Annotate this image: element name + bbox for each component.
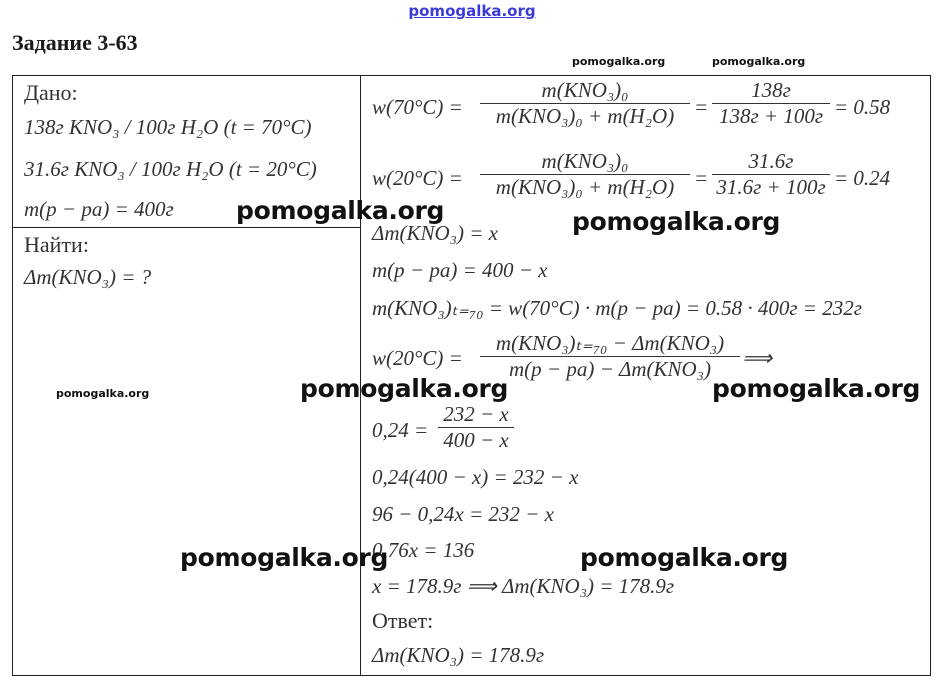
eq2-equals: = (694, 166, 709, 190)
eq1-lhs: w(70°C) = (372, 95, 463, 119)
eq1-fraction-2 (712, 78, 830, 129)
eq6-lhs: w(20°C) = (372, 346, 463, 370)
solution-line-5: m(KNO₃)ₜ₌₇₀ = w(70°C) · m(p − pa) = 0.58 · 400г = 232г (372, 296, 862, 320)
eq7-denominator: 400 − x (438, 427, 514, 453)
eq6-arrow: ⟹ (742, 346, 773, 370)
answer-value: Δm(KNO₃) = 178.9г (372, 643, 545, 667)
site-link[interactable]: pomogalka.org (408, 2, 536, 20)
solution-line-10: 0,76x = 136 (372, 538, 475, 562)
eq1-fraction (480, 78, 690, 129)
watermark-big-6: pomogalka.org (580, 543, 789, 572)
watermark-small-3: pomogalka.org (56, 387, 150, 400)
eq2-numerator-2: 31.6г (748, 149, 794, 173)
task-title: Задание 3-63 (12, 30, 138, 55)
given-line-3: m(p − pa) = 400г (24, 197, 174, 221)
watermark-big-4: pomogalka.org (712, 374, 921, 403)
eq1-denominator: m(KNO₃)₀ + m(H₂O) (480, 103, 690, 129)
eq1-equals: = (694, 95, 709, 119)
given-find-divider (12, 227, 361, 228)
find-line-1: Δm(KNO₃) = ? (24, 265, 152, 289)
eq6-numerator: m(KNO₃)ₜ₌₇₀ − Δm(KNO₃) (495, 331, 725, 355)
eq6-denominator: m(p − pa) − Δm(KNO₃) (480, 356, 740, 382)
solution-line-4: m(p − pa) = 400 − x (372, 258, 548, 282)
solution-line-8: 0,24(400 − x) = 232 − x (372, 465, 579, 489)
eq7-lhs: 0,24 = (372, 418, 429, 442)
watermark-big-1: pomogalka.org (236, 196, 445, 225)
eq2-lhs: w(20°C) = (372, 166, 463, 190)
watermark-big-3: pomogalka.org (300, 374, 509, 403)
eq7-numerator: 232 − x (443, 402, 509, 426)
watermark-small-2: pomogalka.org (712, 55, 806, 68)
given-line-1: 138г KNO₃ / 100г H₂O (t = 70°C) (24, 115, 312, 139)
given-label: Дано: (24, 80, 78, 105)
watermark-big-2: pomogalka.org (572, 207, 781, 236)
given-line-2: 31.6г KNO₃ / 100г H₂O (t = 20°C) (24, 157, 317, 181)
solution-line-9: 96 − 0,24x = 232 − x (372, 502, 554, 526)
solution-line-11: x = 178.9г ⟹ Δm(KNO₃) = 178.9г (372, 574, 675, 598)
eq7-fraction (438, 402, 514, 453)
eq2-fraction (480, 149, 690, 200)
eq2-numerator: m(KNO₃)₀ (541, 149, 629, 173)
watermark-small-1: pomogalka.org (572, 55, 666, 68)
solution-line-3: Δm(KNO₃) = x (372, 221, 498, 245)
watermark-big-5: pomogalka.org (180, 543, 389, 572)
eq1-denominator-2: 138г + 100г (712, 103, 830, 129)
eq1-result: = 0.58 (834, 95, 891, 119)
eq1-numerator-2: 138г (751, 78, 791, 102)
find-label: Найти: (24, 232, 89, 257)
eq2-denominator-2: 31.6г + 100г (712, 174, 830, 200)
eq2-fraction-2 (712, 149, 830, 200)
answer-label: Ответ: (372, 608, 434, 633)
eq1-numerator: m(KNO₃)₀ (541, 78, 629, 102)
eq2-result: = 0.24 (834, 166, 891, 190)
eq6-fraction (480, 331, 740, 382)
eq2-denominator: m(KNO₃)₀ + m(H₂O) (480, 174, 690, 200)
